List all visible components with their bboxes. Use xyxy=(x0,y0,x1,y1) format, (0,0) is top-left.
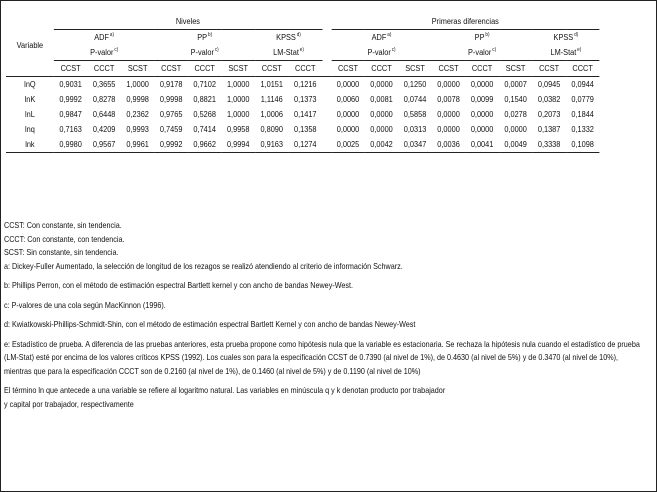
spec-header: SCST xyxy=(499,61,533,77)
spec-header: CCCT xyxy=(288,61,322,77)
row-value: 0,9662 xyxy=(188,137,222,153)
test-pp: PP$^{b)}$ xyxy=(154,30,255,46)
spec-header: CCCT xyxy=(188,61,222,77)
spec-header: SCST xyxy=(221,61,255,77)
row-value: 0,0000 xyxy=(370,125,393,134)
row-value: 0,9998 xyxy=(126,95,149,104)
note-a: a: Dickey-Fuller Aumentado, la selección de longitud de los rezagos se realizó atendiendo al criterio de información Schwarz. xyxy=(4,260,403,271)
spec-header: CCCT xyxy=(87,61,121,77)
test-adf: ADF$^{a)}$ xyxy=(54,30,155,46)
row-value: 0,1540 xyxy=(504,95,527,104)
row-value: 1,0000 xyxy=(226,80,250,89)
table-row xyxy=(6,77,599,93)
table-notes xyxy=(4,219,640,411)
row-value: 0,3338 xyxy=(532,137,566,153)
row-value: 0,0944 xyxy=(571,80,594,89)
table-body xyxy=(6,14,599,153)
row-value: 0,9567 xyxy=(87,137,121,153)
row-value: 0,0000 xyxy=(470,80,494,89)
row-value: 0,6448 xyxy=(92,110,116,119)
row-value: 0,1373 xyxy=(294,95,317,104)
spec-header: CCST xyxy=(331,61,365,77)
row-value: 0,1216 xyxy=(294,80,317,89)
row-value: 0,0049 xyxy=(499,137,533,153)
stat-header-row xyxy=(6,45,599,61)
spec-header-row xyxy=(6,61,599,77)
row-value: 0,9958 xyxy=(226,125,250,134)
row-value: 0,0000 xyxy=(336,110,360,119)
row-value: 0,0000 xyxy=(437,125,460,134)
row-value: 0,9031 xyxy=(59,80,82,89)
row-value: 0,0000 xyxy=(504,125,527,134)
row-value: 1,0151 xyxy=(260,80,283,89)
row-value: 0,0945 xyxy=(537,80,561,89)
row-value: 0,7102 xyxy=(193,80,216,89)
row-value: 0,7163 xyxy=(59,125,82,134)
group-diffs: Primeras diferencias xyxy=(431,17,499,26)
row-value: 0,9178 xyxy=(159,80,183,89)
note-d: d: Kwiatkowski-Phillips-Schmidt-Shin, con el método de estimación espectral Bartlett Kernel y con ancho de bandas Newey-West xyxy=(4,319,416,329)
row-value: 0,9992 xyxy=(59,95,82,104)
row-value: 0,0025 xyxy=(331,137,365,153)
stat-pp: P-valor$^{c)}$ xyxy=(154,45,255,61)
row-value: 0,7459 xyxy=(159,125,183,134)
spec-header: CCST xyxy=(432,61,466,77)
row-value: 0,7414 xyxy=(193,125,216,134)
row-value: 0,0000 xyxy=(336,80,360,89)
row-value: 0,1250 xyxy=(403,80,427,89)
table-row xyxy=(6,137,599,153)
row-value: 0,1844 xyxy=(571,110,594,119)
row-value: 0,1274 xyxy=(288,137,322,153)
test-kpss-diff: KPSS$^{d)}$ xyxy=(532,30,599,46)
row-variable: lnk xyxy=(6,137,54,153)
spec-header: CCST xyxy=(154,61,188,77)
note-ccst: CCST: Con constante, sin tendencia. xyxy=(4,220,122,230)
row-value: 0,0278 xyxy=(504,110,527,119)
row-value: 0,0000 xyxy=(370,80,393,89)
row-value: 0,8278 xyxy=(92,95,116,104)
variable-header: Variable xyxy=(16,40,44,50)
stat-adf-diff: P-valor$^{c)}$ xyxy=(331,45,432,61)
table-row xyxy=(6,92,599,107)
note-ccct: CCCT: Con constante, con tendencia. xyxy=(4,233,125,244)
row-value: 0,0313 xyxy=(403,125,427,134)
spec-header: CCST xyxy=(255,61,289,77)
row-value: 1,0006 xyxy=(260,110,283,119)
row-value: 0,1098 xyxy=(566,137,600,153)
row-value: 0,2073 xyxy=(537,110,561,119)
spec-header: CCST xyxy=(532,61,566,77)
row-value: 0,9765 xyxy=(159,110,183,119)
row-value: 0,2362 xyxy=(126,110,149,119)
spec-header: CCCT xyxy=(566,61,600,77)
row-value: 0,9998 xyxy=(159,95,183,104)
row-value: 0,0000 xyxy=(370,110,393,119)
row-value: 0,5268 xyxy=(193,110,216,119)
row-value: 0,4209 xyxy=(92,125,116,134)
test-pp-diff: PP$^{b)}$ xyxy=(432,30,533,46)
row-value: 0,9994 xyxy=(221,137,255,153)
group-levels: Niveles xyxy=(175,17,200,26)
row-value: 0,0000 xyxy=(470,110,494,119)
note-e: e: Estadístico de prueba. A diferencia de las pruebas anteriores, esta prueba propone como hipótesis nula que la variable es estacionaria. Se rechaza la hipótesis nula cuando el estadístico de prueba (LM-Stat) esté por encima de los valores críticos KPSS (1992). Los cuales son para la especificación CCST de 0.7390 (al nivel de 1%), de 0.4630 (al nivel de 5%) y de 0.3470 (al nivel de 10%), mientras que para la especificación CCCT son de 0.2160 (al nivel de 1%), de 0.1460 (al nivel de 5%) y de 0.1190 (al nivel de 10%) xyxy=(4,338,640,376)
row-value: 0,8821 xyxy=(193,95,216,104)
row-variable: lnq xyxy=(25,125,35,134)
row-value: 0,0347 xyxy=(398,137,432,153)
row-value: 0,0744 xyxy=(403,95,427,104)
row-value: 0,1387 xyxy=(537,125,561,134)
row-value: 0,0382 xyxy=(537,95,561,104)
note-b: b: Phillips Perron, con el método de estimación espectral Bartlett kernel y con ancho de bandas Newey-West. xyxy=(4,280,353,290)
row-value: 0,0000 xyxy=(437,110,460,119)
row-value: 0,9961 xyxy=(121,137,155,153)
row-variable: lnQ xyxy=(24,80,36,89)
row-value: 0,0000 xyxy=(437,80,460,89)
spec-header: SCST xyxy=(398,61,432,77)
row-value: 0,0060 xyxy=(336,95,360,104)
stat-kpss-diff: LM-Stat$^{e)}$ xyxy=(532,45,599,61)
note-ln-2: y capital por trabajador, respectivamente xyxy=(4,398,134,409)
row-value: 0,0081 xyxy=(370,95,393,104)
row-value: 1,0000 xyxy=(226,110,250,119)
row-value: 0,0042 xyxy=(365,137,399,153)
note-ln: El término ln que antecede a una variable se refiere al logaritmo natural. Las variables en minúscula q y k denotan producto por trabajador xyxy=(4,385,446,395)
row-value: 0,9993 xyxy=(126,125,149,134)
row-value: 0,0000 xyxy=(336,125,360,134)
row-value: 0,5858 xyxy=(403,110,427,119)
row-value: 1,1146 xyxy=(260,95,283,104)
row-value: 0,1358 xyxy=(294,125,317,134)
group-header-row xyxy=(6,14,599,30)
stat-pp-diff: P-valor$^{c)}$ xyxy=(432,45,533,61)
note-scst: SCST: Sin constante, sin tendencia. xyxy=(4,247,119,257)
row-value: 0,9847 xyxy=(59,110,82,119)
spec-header: CCCT xyxy=(365,61,399,77)
unit-root-table xyxy=(6,14,599,153)
row-value: 1,0000 xyxy=(126,80,149,89)
spec-header: CCCT xyxy=(465,61,499,77)
row-value: 0,9980 xyxy=(54,137,88,153)
row-value: 0,0078 xyxy=(437,95,460,104)
row-value: 0,9992 xyxy=(154,137,188,153)
note-c: c: P-valores de una cola según MacKinnon (1996). xyxy=(4,299,166,310)
row-value: 0,1332 xyxy=(571,125,594,134)
row-variable: lnK xyxy=(24,95,36,104)
row-value: 0,0036 xyxy=(432,137,466,153)
row-value: 0,0007 xyxy=(504,80,527,89)
row-variable: lnL xyxy=(25,110,35,119)
row-value: 0,3655 xyxy=(92,80,116,89)
row-value: 0,0000 xyxy=(470,125,494,134)
table-row xyxy=(6,107,599,122)
stat-kpss: LM-Stat$^{e)}$ xyxy=(255,45,322,61)
test-header-row xyxy=(6,30,599,46)
test-kpss: KPSS$^{d)}$ xyxy=(255,30,322,46)
spec-header: CCST xyxy=(54,61,88,77)
spec-header: SCST xyxy=(121,61,155,77)
row-value: 0,9163 xyxy=(255,137,289,153)
row-value: 0,0099 xyxy=(470,95,494,104)
stat-adf: P-valor$^{c)}$ xyxy=(54,45,155,61)
table-row xyxy=(6,122,599,137)
row-value: 1,0000 xyxy=(226,95,250,104)
row-value: 0,1417 xyxy=(294,110,317,119)
row-value: 0,0779 xyxy=(571,95,594,104)
row-value: 0,0041 xyxy=(465,137,499,153)
row-value: 0,8090 xyxy=(260,125,283,134)
test-adf-diff: ADF$^{a)}$ xyxy=(331,30,432,46)
